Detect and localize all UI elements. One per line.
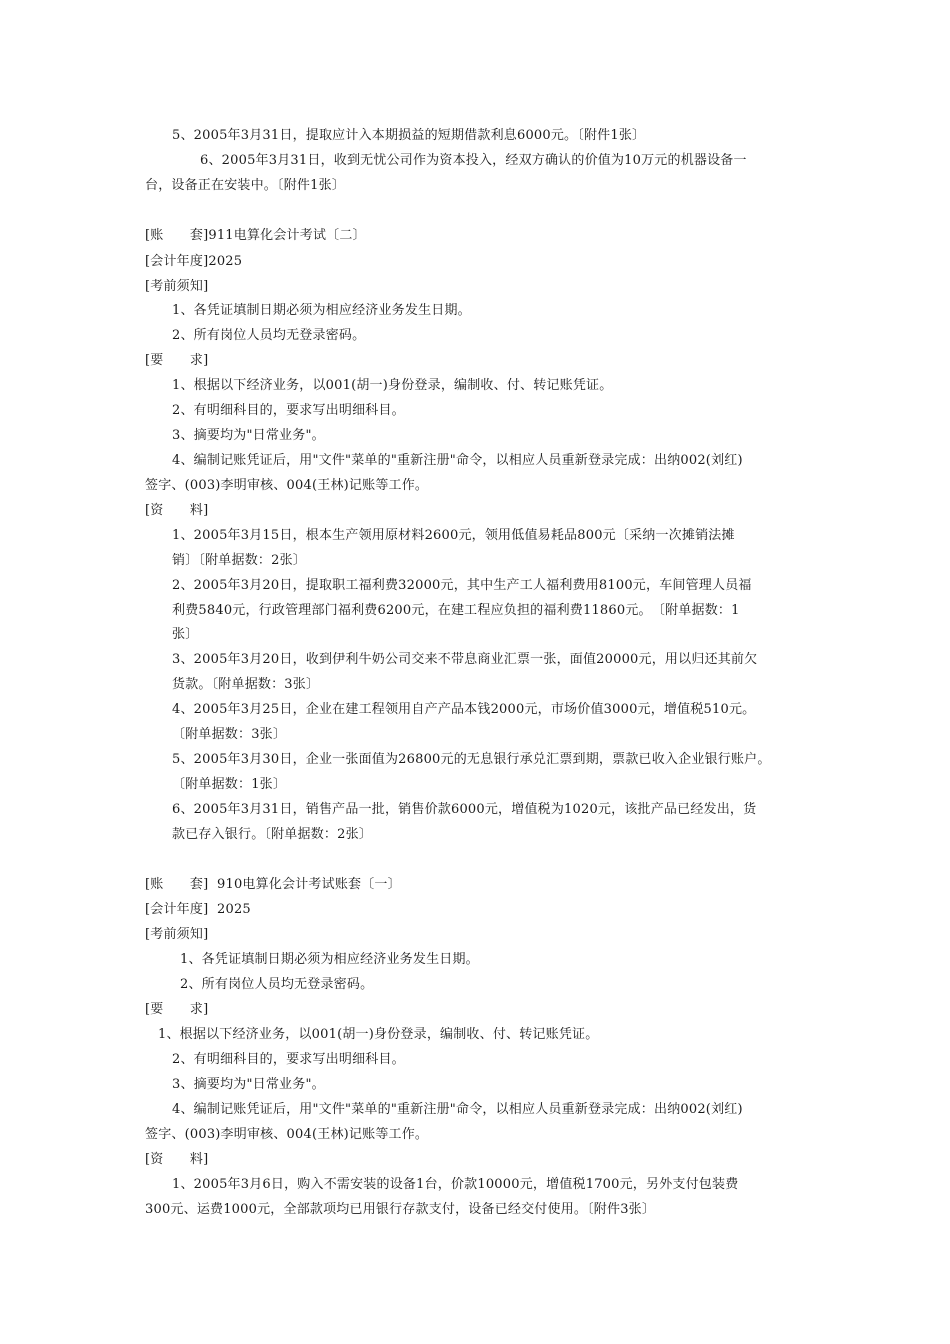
account-label: [账 套]	[145, 228, 209, 243]
section2-req-1: 1、根据以下经济业务，以001(胡一)身份登录，编制收、付、转记账凭证。	[172, 378, 613, 393]
section2-req-label: [要 求]	[145, 353, 209, 368]
item-5-line: 5、2005年3月31日，提取应计入本期损益的短期借款利息6000元。〔附件1张〕	[172, 128, 646, 143]
section2-data-5-line-1: 5、2005年3月30日，企业一张面值为26800元的无息银行承兑汇票到期，票款已收入企业银行账户。	[172, 752, 771, 767]
account-value: 911电算化会计考试〔二〕	[208, 228, 366, 243]
section1-data-1-line-2: 300元、运费1000元，全部款项均已用银行存款支付，设备已经交付使用。〔附件3张〕	[145, 1202, 656, 1217]
section1-req-4-line-1: 4、编制记账凭证后，用"文件"菜单的"重新注册"命令，以相应人员重新登录完成：出纳002(刘红)	[172, 1102, 743, 1117]
section1-notice-1: 1、各凭证填制日期必须为相应经济业务发生日期。	[180, 952, 479, 967]
section2-req-2: 2、有明细科目的，要求写出明细科目。	[172, 403, 405, 418]
section2-year-row	[145, 253, 242, 271]
section2-req-4-line-1: 4、编制记账凭证后，用"文件"菜单的"重新注册"命令，以相应人员重新登录完成：出纳002(刘红)	[172, 453, 743, 468]
section1-req-3: 3、摘要均为"日常业务"。	[172, 1077, 325, 1092]
section2-data-label: [资 料]	[145, 503, 209, 518]
section1-account-row	[145, 876, 401, 894]
section1-req-2: 2、有明细科目的，要求写出明细科目。	[172, 1052, 405, 1067]
section2-req-3: 3、摘要均为"日常业务"。	[172, 428, 325, 443]
section2-data-2-line-2: 利费5840元，行政管理部门福利费6200元，在建工程应负担的福利费11860元。 〔附单据数：1	[172, 603, 740, 618]
section1-year-row	[145, 901, 251, 919]
section2-data-5-line-2: 〔附单据数：1张〕	[172, 777, 287, 792]
section2-notice-2: 2、所有岗位人员均无登录密码。	[172, 328, 366, 343]
section2-data-6-line-1: 6、2005年3月31日，销售产品一批，销售价款6000元，增值税为1020元，该批产品已经发出，货	[172, 802, 757, 817]
section1-data-label: [资 料]	[145, 1152, 209, 1167]
section2-notice-1: 1、各凭证填制日期必须为相应经济业务发生日期。	[172, 303, 471, 318]
year-value: 2025	[217, 902, 251, 917]
account-label: [账 套]	[145, 877, 209, 892]
section1-notice-label: [考前须知]	[145, 927, 209, 942]
section2-req-4-line-2: 签字、(003)李明审核、004(王林)记账等工作。	[145, 478, 429, 493]
section1-req-4-line-2: 签字、(003)李明审核、004(王林)记账等工作。	[145, 1127, 429, 1142]
section2-data-4-line-1: 4、2005年3月25日，企业在建工程领用自产产品本钱2000元，市场价值3000元，增值税510元。	[172, 702, 756, 717]
section1-req-label: [要 求]	[145, 1002, 209, 1017]
section2-data-2-line-3: 张〕	[172, 627, 199, 642]
account-value: 910电算化会计考试账套〔一〕	[217, 877, 401, 892]
section1-data-1-line-1: 1、2005年3月6日，购入不需安装的设备1台，价款10000元，增值税1700元，另外支付包装费	[172, 1177, 739, 1192]
section2-account-row	[145, 227, 366, 245]
year-label: [会计年度]	[145, 254, 209, 269]
section2-data-3-line-2: 货款。〔附单据数：3张〕	[172, 677, 320, 692]
section1-notice-2: 2、所有岗位人员均无登录密码。	[180, 977, 374, 992]
section2-notice-label: [考前须知]	[145, 279, 209, 294]
section1-req-1: 1、根据以下经济业务，以001(胡一)身份登录，编制收、付、转记账凭证。	[158, 1027, 599, 1042]
section2-data-6-line-2: 款已存入银行。〔附单据数：2张〕	[172, 827, 372, 842]
section2-data-1-line-2: 销〕〔附单据数：2张〕	[172, 553, 306, 568]
year-label: [会计年度]	[145, 902, 209, 917]
section2-data-3-line-1: 3、2005年3月20日，收到伊利牛奶公司交来不带息商业汇票一张，面值20000元，用以归还其前欠	[172, 652, 758, 667]
year-value: 2025	[208, 254, 243, 269]
section2-data-2-line-1: 2、2005年3月20日，提取职工福利费32000元，其中生产工人福利费用8100元，车间管理人员福	[172, 578, 752, 593]
section2-data-1-line-1: 1、2005年3月15日，根本生产领用原材料2600元，领用低值易耗品800元〔采纳一次摊销法摊	[172, 528, 735, 543]
section2-data-4-line-2: 〔附单据数：3张〕	[172, 727, 287, 742]
item-6-line-2: 台，设备正在安装中。〔附件1张〕	[145, 178, 345, 193]
item-6-line-1: 6、2005年3月31日，收到无忧公司作为资本投入，经双方确认的价值为10万元的机器设备一	[200, 153, 747, 168]
